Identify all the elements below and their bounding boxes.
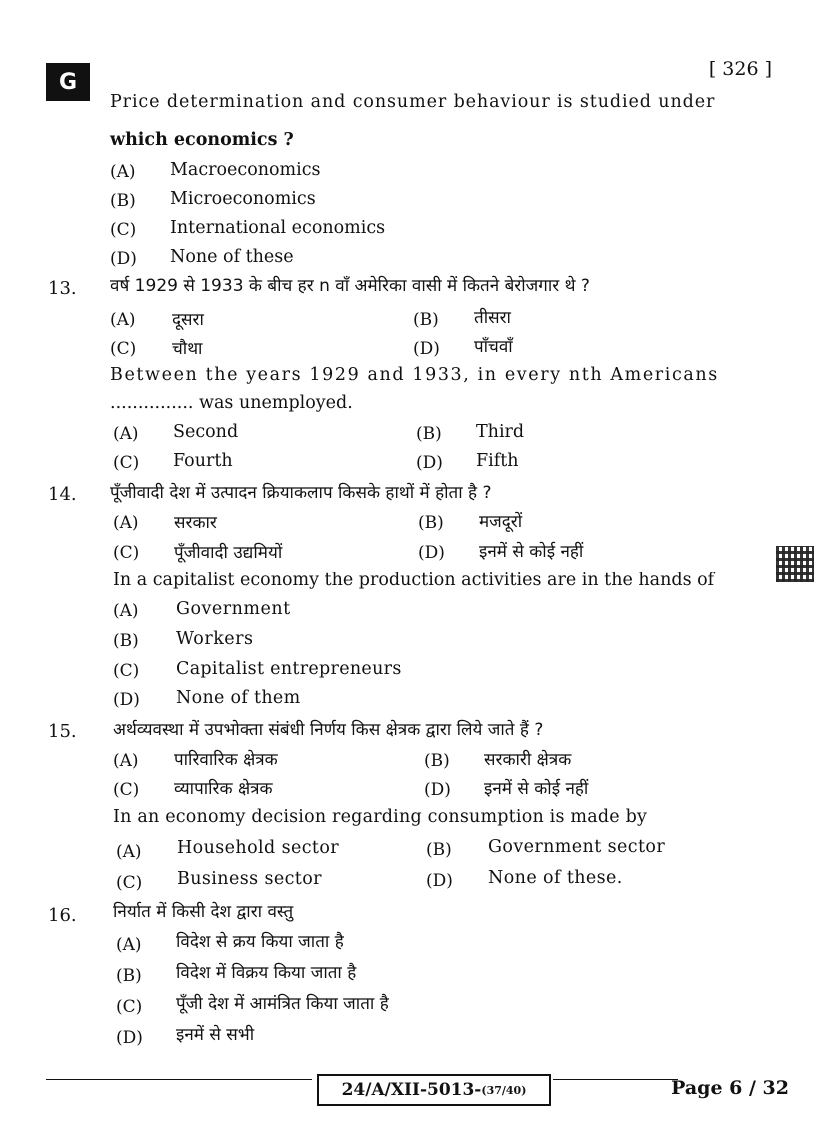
paper-code-text: 24/A/XII-5013- — [341, 1080, 482, 1100]
q16-hi-option-a: विदेश से क्रय किया जाता है — [176, 932, 344, 952]
q13-hi-option-d: पाँचवाँ — [474, 337, 513, 357]
q14-hi-option-d: इनमें से कोई नहीं — [479, 542, 584, 562]
q13-hi-option-b: तीसरा — [474, 308, 511, 328]
q15-hi-option-a: पारिवारिक क्षेत्रक — [174, 750, 278, 770]
q13-hindi-text: वर्ष 1929 से 1933 के बीच हर n वाँ अमेरिका वासी में कितने बेरोजगार थे ? — [110, 276, 590, 296]
q15-en-label-d: (D) — [426, 871, 453, 891]
q12-text-line1: Price determination and consumer behaviour is studied under — [110, 92, 716, 112]
q14-hi-label-d: (D) — [418, 543, 445, 563]
q15-hi-label-c: (C) — [113, 780, 140, 800]
q13-en-option-c: Fourth — [173, 451, 233, 471]
q14-en-option-a: Government — [176, 599, 291, 619]
q15-english-text: In an economy decision regarding consumption is made by — [113, 807, 648, 827]
q12-option-label-a: (A) — [110, 162, 136, 182]
q16-hi-option-b: विदेश में विक्रय किया जाता है — [176, 963, 357, 983]
q14-hi-option-c: पूँजीवादी उद्यमियों — [174, 543, 283, 563]
q14-hi-label-c: (C) — [113, 543, 140, 563]
q15-en-option-a: Household sector — [177, 838, 340, 858]
q12-option-label-c: (C) — [110, 220, 137, 240]
q12-option-d: None of these — [170, 247, 294, 267]
q14-hindi-text: पूँजीवादी देश में उत्पादन क्रियाकलाप किसके हाथों में होता है ? — [110, 483, 492, 503]
q16-hindi-text: निर्यात में किसी देश द्वारा वस्तु — [113, 902, 294, 922]
q16-hi-option-d: इनमें से सभी — [176, 1025, 255, 1045]
q14-hi-option-b: मजदूरों — [479, 512, 523, 532]
footer-rule-left — [46, 1079, 312, 1080]
q14-english-text: In a capitalist economy the production activities are in the hands of — [113, 572, 715, 590]
q12-option-label-d: (D) — [110, 249, 137, 269]
q13-en-option-d: Fifth — [476, 451, 519, 471]
q15-en-label-b: (B) — [426, 840, 452, 860]
q14-en-label-c: (C) — [113, 661, 140, 681]
series-badge: G — [46, 63, 90, 101]
q13-en-label-a: (A) — [113, 424, 139, 444]
q13-english-line2: ............... was unemployed. — [110, 393, 353, 413]
q13-hi-label-a: (A) — [110, 310, 136, 330]
q15-number: 15. — [48, 721, 77, 742]
q14-number: 14. — [48, 484, 77, 505]
q14-hi-label-b: (B) — [418, 513, 444, 533]
footer-page-number: Page 6 / 32 — [671, 1077, 789, 1099]
footer-rule-right — [553, 1079, 678, 1080]
q15-hi-label-b: (B) — [424, 751, 450, 771]
q15-hi-label-d: (D) — [424, 780, 451, 800]
q15-en-label-a: (A) — [116, 842, 142, 862]
q15-hi-option-c: व्यापारिक क्षेत्रक — [174, 779, 273, 799]
q14-en-option-c: Capitalist entrepreneurs — [176, 659, 402, 679]
q14-hi-label-a: (A) — [113, 513, 139, 533]
q16-hi-option-c: पूँजी देश में आमंत्रित किया जाता है — [176, 994, 389, 1014]
q12-text-line2: which economics ? — [110, 130, 294, 150]
q14-en-label-a: (A) — [113, 601, 139, 621]
q15-en-option-d: None of these. — [488, 868, 623, 888]
page-number: [ 326 ] — [708, 58, 772, 80]
q13-en-label-c: (C) — [113, 453, 140, 473]
q13-hi-label-b: (B) — [413, 310, 439, 330]
q12-option-label-b: (B) — [110, 191, 136, 211]
q12-option-c: International economics — [170, 218, 386, 238]
q16-number: 16. — [48, 905, 77, 926]
q13-en-option-a: Second — [173, 422, 239, 442]
q15-hi-label-a: (A) — [113, 751, 139, 771]
q14-en-label-d: (D) — [113, 690, 140, 710]
q13-english-line1: Between the years 1929 and 1933, in every nth Americans — [110, 365, 719, 385]
q13-hi-option-a: दूसरा — [172, 310, 204, 330]
q12-option-a: Macroeconomics — [170, 160, 321, 180]
q13-hi-label-c: (C) — [110, 339, 137, 359]
q14-en-option-d: None of them — [176, 688, 301, 708]
paper-code — [317, 1074, 551, 1106]
q15-hi-option-d: इनमें से कोई नहीं — [484, 779, 589, 799]
q13-en-label-b: (B) — [416, 424, 442, 444]
q15-hindi-text: अर्थव्यवस्था में उपभोक्ता संबंधी निर्णय किस क्षेत्रक द्वारा लिये जाते हैं ? — [113, 720, 544, 740]
q16-hi-label-d: (D) — [116, 1028, 143, 1048]
q16-hi-label-b: (B) — [116, 966, 142, 986]
q14-en-label-b: (B) — [113, 631, 139, 651]
q14-en-option-b: Workers — [176, 629, 254, 649]
q16-hi-label-c: (C) — [116, 997, 143, 1017]
q13-hi-label-d: (D) — [413, 339, 440, 359]
paper-code-suffix: (37/40) — [481, 1083, 527, 1097]
q14-hi-option-a: सरकार — [174, 513, 217, 533]
q15-en-option-c: Business sector — [177, 869, 322, 889]
q15-hi-option-b: सरकारी क्षेत्रक — [484, 750, 572, 770]
q13-hi-option-c: चौथा — [172, 339, 203, 359]
q12-option-b: Microeconomics — [170, 189, 316, 209]
q16-hi-label-a: (A) — [116, 935, 142, 955]
q13-en-label-d: (D) — [416, 453, 443, 473]
q15-en-label-c: (C) — [116, 873, 143, 893]
q13-number: 13. — [48, 278, 77, 299]
q13-en-option-b: Third — [476, 422, 525, 442]
q15-en-option-b: Government sector — [488, 837, 666, 857]
qr-code — [776, 546, 814, 582]
